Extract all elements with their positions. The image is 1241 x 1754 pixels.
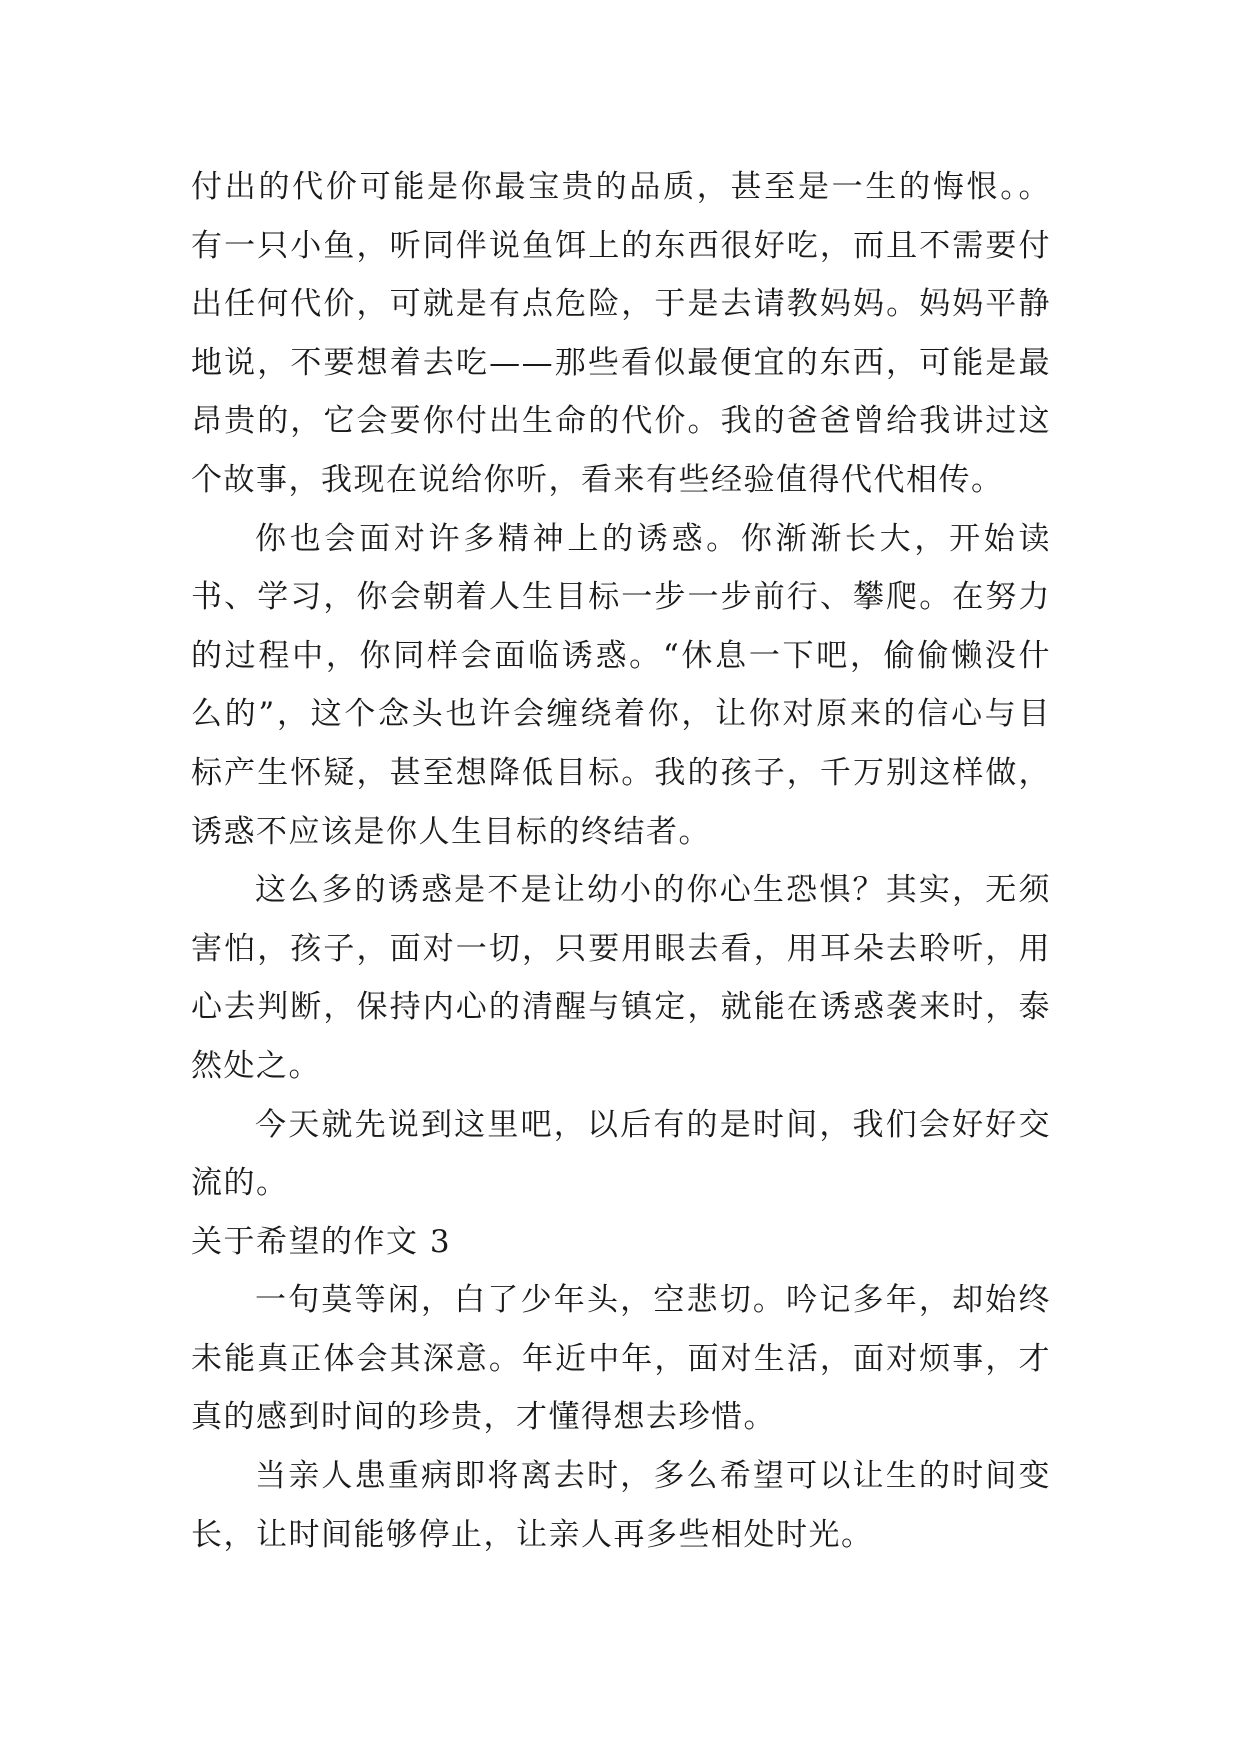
paragraph-continued: 付出的代价可能是你最宝贵的品质，甚至是一生的悔恨。。有一只小鱼，听同伴说鱼饵上的东西很好吃，而且不需要付出任何代价，可就是有点危险，于是去请教妈妈。妈妈平静地说，不要想着去吃——那些看似最便宜的东西，可能是最昂贵的，它会要你付出生命的代价。我的爸爸曾给我讲过这个故事，我现在说给你听，看来有些经验值得代代相传。 [191, 169, 1051, 498]
document-page [191, 158, 1051, 1564]
paragraph: 当亲人患重病即将离去时，多么希望可以让生的时间变长，让时间能够停止，让亲人再多些相处时光。 [191, 1458, 1051, 1553]
paragraph: 你也会面对许多精神上的诱惑。你渐渐长大，开始读书、学习，你会朝着人生目标一步一步前行、攀爬。在努力的过程中，你同样会面临诱惑。“休息一下吧，偷偷懒没什么的”，这个念头也许会缠绕着你，让你对原来的信心与目标产生怀疑，甚至想降低目标。我的孩子，千万别这样做，诱惑不应该是你人生目标的终结者。 [191, 520, 1051, 850]
paragraph: 一句莫等闲，白了少年头，空悲切。吟记多年，却始终未能真正体会其深意。年近中年，面对生活，面对烦事，才真的感到时间的珍贵，才懂得想去珍惜。 [191, 1282, 1051, 1436]
paragraph: 这么多的诱惑是不是让幼小的你心生恐惧？其实，无须害怕，孩子，面对一切，只要用眼去看，用耳朵去聆听，用心去判断，保持内心的清醒与镇定，就能在诱惑袭来时，泰然处之。 [191, 872, 1051, 1084]
paragraph: 今天就先说到这里吧，以后有的是时间，我们会好好交流的。 [191, 1106, 1051, 1202]
section-heading: 关于希望的作文 3 [191, 1223, 452, 1260]
